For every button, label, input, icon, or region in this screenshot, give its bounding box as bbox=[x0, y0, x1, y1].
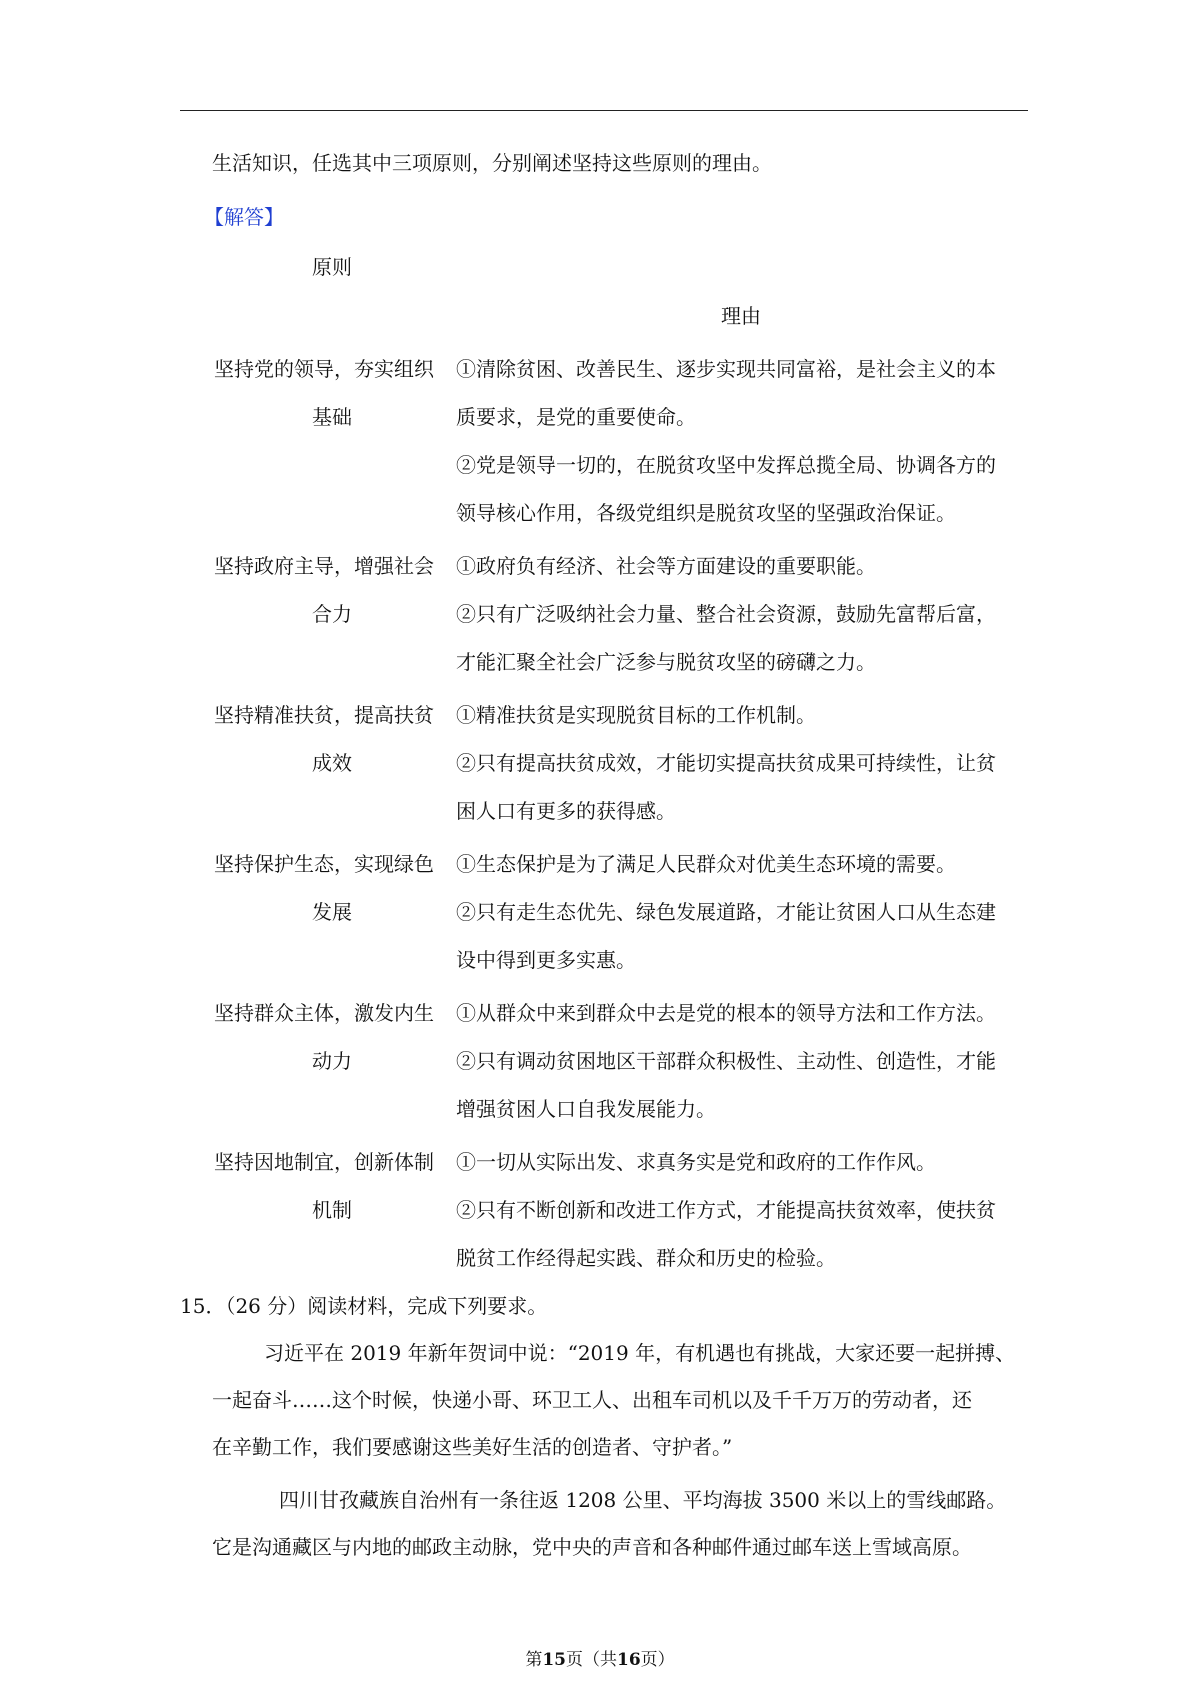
principle-line: 基础 bbox=[312, 405, 352, 429]
reason-line: ①生态保护是为了满足人民群众对优美生态环境的需要。 bbox=[456, 852, 956, 876]
principle-line: 坚持政府主导，增强社会 bbox=[214, 554, 434, 578]
principle-line: 动力 bbox=[312, 1049, 352, 1073]
reason-line: ②只有广泛吸纳社会力量、整合社会资源，鼓励先富帮后富， bbox=[456, 602, 996, 626]
principle-line: 成效 bbox=[312, 751, 352, 775]
reason-line: ②只有走生态优先、绿色发展道路，才能让贫困人口从生态建 bbox=[456, 900, 996, 924]
current-page-number: 15 bbox=[542, 1650, 566, 1670]
reason-line: ①清除贫困、改善民生、逐步实现共同富裕，是社会主义的本 bbox=[456, 357, 996, 381]
reason-line: 才能汇聚全社会广泛参与脱贫攻坚的磅礴之力。 bbox=[456, 650, 876, 674]
reason-line: ②党是领导一切的，在脱贫攻坚中发挥总揽全局、协调各方的 bbox=[456, 453, 996, 477]
principle-line: 发展 bbox=[312, 900, 352, 924]
reason-line: 质要求，是党的重要使命。 bbox=[456, 405, 696, 429]
principle-line: 坚持党的领导，夯实组织 bbox=[214, 357, 434, 381]
principle-line: 机制 bbox=[312, 1198, 352, 1222]
reason-line: ①从群众中来到群众中去是党的根本的领导方法和工作方法。 bbox=[456, 1001, 996, 1025]
principle-line: 坚持精准扶贫，提高扶贫 bbox=[214, 703, 434, 727]
principle-line: 合力 bbox=[312, 602, 352, 626]
question-15: 15．（26 分）阅读材料，完成下列要求。 bbox=[180, 1294, 548, 1318]
reason-line: 领导核心作用，各级党组织是脱贫攻坚的坚强政治保证。 bbox=[456, 501, 956, 525]
header-rule bbox=[180, 110, 1028, 111]
reason-line: ①政府负有经济、社会等方面建设的重要职能。 bbox=[456, 554, 876, 578]
reason-line: ①精准扶贫是实现脱贫目标的工作机制。 bbox=[456, 703, 816, 727]
reason-line: 困人口有更多的获得感。 bbox=[456, 799, 676, 823]
footer-suffix: 页） bbox=[640, 1650, 675, 1670]
intro-line: 生活知识，任选其中三项原则，分别阐述坚持这些原则的理由。 bbox=[212, 151, 772, 175]
footer-prefix: 第 bbox=[525, 1650, 543, 1670]
answer-label: 【解答】 bbox=[204, 205, 284, 229]
reason-line: 设中得到更多实惠。 bbox=[456, 948, 636, 972]
table-header-principle: 原则 bbox=[312, 255, 352, 279]
paragraph-line: 习近平在 2019 年新年贺词中说：“2019 年，有机遇也有挑战，大家还要一起拼搏、 bbox=[264, 1341, 1016, 1365]
reason-line: 脱贫工作经得起实践、群众和历史的检验。 bbox=[456, 1246, 836, 1270]
reason-line: ②只有不断创新和改进工作方式，才能提高扶贫效率，使扶贫 bbox=[456, 1198, 996, 1222]
principle-line: 坚持保护生态，实现绿色 bbox=[214, 852, 434, 876]
reason-line: 增强贫困人口自我发展能力。 bbox=[456, 1097, 716, 1121]
reason-line: ②只有提高扶贫成效，才能切实提高扶贫成果可持续性，让贫 bbox=[456, 751, 996, 775]
total-page-number: 16 bbox=[617, 1650, 641, 1670]
footer-mid: 页（共 bbox=[566, 1650, 617, 1670]
reason-line: ①一切从实际出发、求真务实是党和政府的工作作风。 bbox=[456, 1150, 936, 1174]
page-footer bbox=[0, 1649, 1200, 1671]
paragraph-line: 一起奋斗……这个时候，快递小哥、环卫工人、出租车司机以及千千万万的劳动者，还 bbox=[212, 1388, 972, 1412]
paragraph-line: 它是沟通藏区与内地的邮政主动脉，党中央的声音和各种邮件通过邮车送上雪域高原。 bbox=[212, 1535, 972, 1559]
paragraph-line: 在辛勤工作，我们要感谢这些美好生活的创造者、守护者。” bbox=[212, 1435, 733, 1459]
table-header-reason: 理由 bbox=[721, 304, 761, 328]
principle-line: 坚持群众主体，激发内生 bbox=[214, 1001, 434, 1025]
paragraph-line: 四川甘孜藏族自治州有一条往返 1208 公里、平均海拔 3500 米以上的雪线邮路。 bbox=[279, 1488, 1007, 1512]
reason-line: ②只有调动贫困地区干部群众积极性、主动性、创造性，才能 bbox=[456, 1049, 996, 1073]
principle-line: 坚持因地制宜，创新体制 bbox=[214, 1150, 434, 1174]
